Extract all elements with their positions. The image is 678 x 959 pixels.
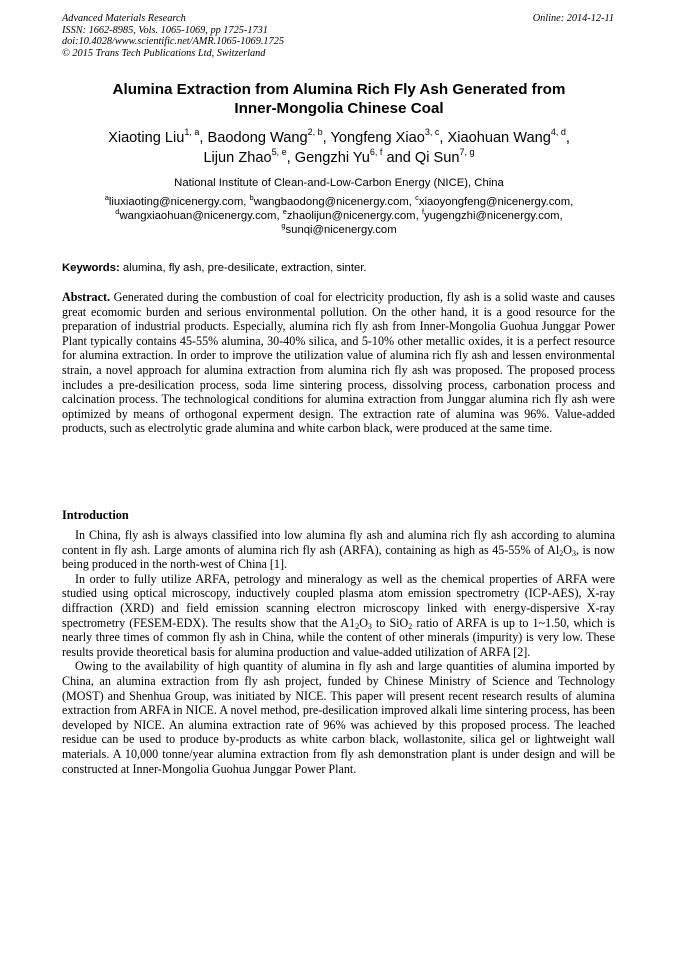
online-date: Online: 2014-12-11 — [532, 13, 614, 24]
email: $^c$xiaoyongfeng@nicenergy.com, — [415, 193, 574, 208]
email: $^f$yugengzhi@nicenergy.com, — [421, 207, 563, 223]
copyright-line: © 2015 Trans Tech Publications Ltd, Switzerland — [62, 47, 266, 59]
author: Lijun Zhao$^{5, e}$, — [203, 147, 295, 166]
email: $^b$wangbaodong@nicenergy.com, — [249, 193, 416, 208]
journal-name: Advanced Materials Research — [62, 13, 186, 24]
intro-paragraph-3: Owing to the availability of high quantity of alumina in fly ash and large quantities of alumina imported by China, an alumina extraction from fly ash project, funded by Chinese Ministry of Science and Technology (MOST) and Shenhua Group, was initiated by NICE. This paper will present recent research results of alumina extraction from ARFA in NICE. A novel method, pre-desilication improved alkali lime sintering process, has been developed by NICE. An alumina extraction rate of 96% was achieved by this proposed process. The leached residue can be used to produce by-products as white carbon black, wollastonite, silica gel or lightweight wall materials. A 10,000 tonne/year alumina extraction from fly ash demonstration plant is under design and will be constructed at Inner-Mongolia Guohua Junggar Power Plant. — [62, 659, 615, 776]
author: Xiaohuan Wang$^{4, d}$, — [447, 127, 570, 146]
author: Xiaoting Liu$^{1, a}$, — [108, 127, 208, 146]
email-list — [62, 195, 616, 238]
keywords — [62, 262, 616, 274]
email: $^d$wangxiaohuan@nicenergy.com, — [115, 207, 283, 223]
issn-line: ISSN: 1662-8985, Vols. 1065-1069, pp 1725-1731 — [62, 24, 268, 36]
author: Gengzhi Yu$^{6, f}$ and — [294, 147, 415, 166]
intro-paragraph-1: In China, fly ash is always classified into low alumina fly ash and alumina rich fly ash according to alumina content in fly ash. Large amonts of alumina rich fly ash (ARFA), containing as high as 45-55% of $Al_2O_3$, is now being produced in the north-west of China [1]. — [62, 528, 616, 572]
abstract-text: Generated during the combustion of coal for electricity production, fly ash is a solid waste and causes great ecomomic burden and serious environmental pollution. On the other hand, it is a good resource for the preparation of industrial products. Especially, alumina rich fly ash from Inner-Mongolia Guohua Junggar Power Plant typically contains 45-55% alumina, 30-40% silica, and 5-10% other metallic oxides, it is a perfect resource for alumina extraction. In order to improve the utilization value of alumina rich fly ash and lessen environmental strain, a novel approach for alumina extraction from alumina rich fly ash was proposed. The proposed process includes a pre-desilication process, soda lime sintering process, dissolving process, carbonation process and calcination process. The technological conditions for alumina extraction from Junggar alumina rich fly ash were optimized by means of orthogonal experment design. The extraction rate of alumina was 96%. Value-added products, such as electrolytic grade alumina and white carbon black, were produced at the same time. — [62, 290, 615, 436]
paper-title — [62, 81, 616, 118]
journal-header — [62, 13, 284, 59]
author-list — [62, 128, 616, 168]
author: Yongfeng Xiao$^{3, c}$, — [330, 127, 448, 146]
abstract-label: Abstract. — [62, 290, 111, 304]
affiliation: National Institute of Clean-and-Low-Carbon Energy (NICE), China — [174, 177, 504, 189]
title-line-2: Inner-Mongolia Chinese Coal — [234, 99, 444, 117]
author: Baodong Wang$^{2, b}$, — [207, 127, 331, 146]
abstract — [62, 290, 615, 436]
intro-paragraph-2: In order to fully utilize ARFA, petrology and mineralogy as well as the chemical properties of ARFA were studied using optical microscopy, inductively coupled plasma atom emission spectrometry (ICP-AES), X-ray diffraction (XRD) and field emission scanning electron microscopy linked with energy-dispersive X-ray spectrometry (FESEM-EDX). The results show that the $A1_2O_3$ to SiO$_2$ ratio of ARFA is up to 1~1.50, which is nearly three times of common fly ash in China, while the content of other minerals (impurity) is very low. These results provide theoretical basis for alumina production and value-added utilization of ARFA [2]. — [62, 571, 615, 659]
keywords-label: Keywords: — [62, 262, 120, 274]
doi-line: doi:10.4028/www.scientific.net/AMR.1065-1069.1725 — [62, 36, 285, 48]
keywords-text: alumina, fly ash, pre-desilicate, extraction, sinter. — [119, 262, 367, 274]
email: $^g$sunqi@nicenergy.com — [281, 221, 397, 237]
email: $^e$zhaolijun@nicenergy.com, — [282, 207, 422, 223]
title-line-1: Alumina Extraction from Alumina Rich Fly Ash Generated from — [112, 81, 566, 98]
email: $^a$liuxiaoting@nicenergy.com, — [104, 193, 250, 208]
section-heading-introduction: Introduction — [62, 508, 129, 522]
author: Qi Sun$^{7, g}$ — [414, 147, 475, 166]
introduction-body — [62, 528, 615, 776]
